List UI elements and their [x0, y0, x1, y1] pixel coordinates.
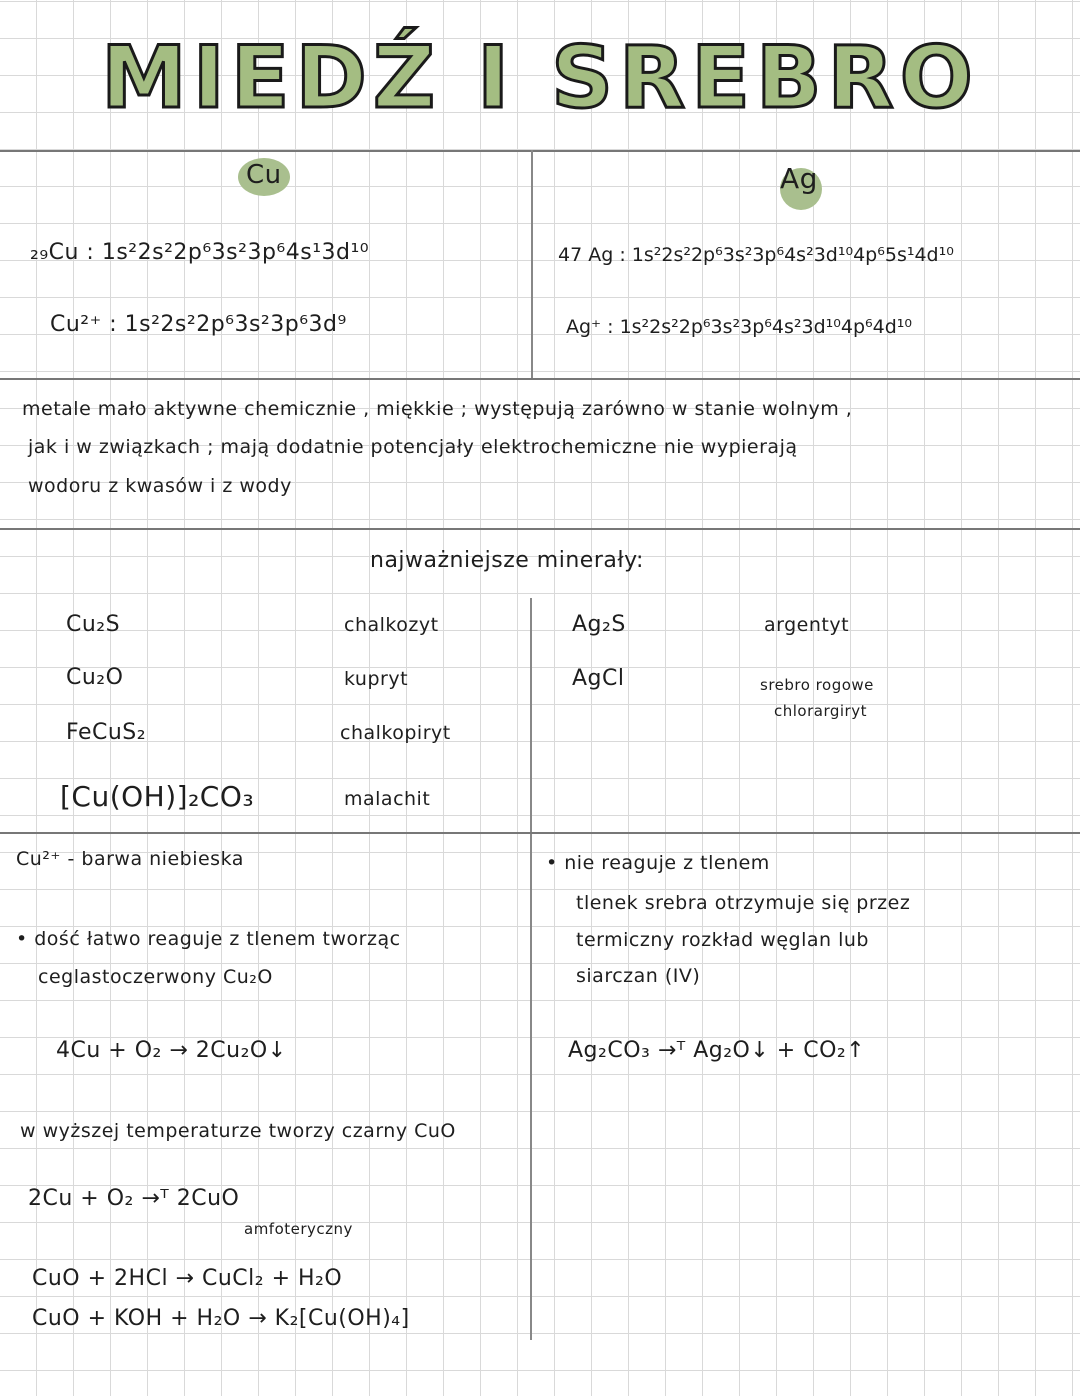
copper-symbol: Cu: [246, 160, 282, 190]
description-line: jak i w związkach ; mają dodatnie potencjały elektrochemiczne nie wypierają: [28, 436, 798, 458]
mineral-name: chalkopiryt: [340, 722, 451, 744]
silver-config: 47 Ag : 1s²2s²2p⁶3s²3p⁶4s²3d¹⁰4p⁶5s¹4d¹⁰: [558, 244, 954, 266]
mineral-formula: FeCuS₂: [66, 720, 147, 745]
copper-ion-color: Cu²⁺ - barwa niebieska: [16, 848, 244, 870]
equation: CuO + KOH + H₂O → K₂[Cu(OH)₄]: [32, 1306, 410, 1331]
mineral-name: kupryt: [344, 668, 409, 690]
mineral-formula: AgCl: [572, 666, 625, 691]
divider: [0, 528, 1080, 530]
equation: 4Cu + O₂ → 2Cu₂O↓: [56, 1038, 287, 1063]
page-title: MIEDŹ I SREBRO: [101, 28, 979, 128]
equation: Ag₂CO₃ →ᵀ Ag₂O↓ + CO₂↑: [568, 1038, 866, 1063]
column-divider: [531, 150, 533, 378]
minerals-heading: najważniejsze minerały:: [370, 548, 644, 573]
mineral-name: malachit: [344, 788, 431, 810]
mineral-formula: Ag₂S: [572, 612, 626, 637]
copper-note: ceglastoczerwony Cu₂O: [38, 966, 273, 988]
divider: [0, 832, 1080, 834]
mineral-formula: Cu₂O: [66, 665, 124, 690]
silver-note: • nie reaguje z tlenem: [546, 852, 770, 874]
divider: [0, 378, 1080, 380]
copper-note: • dość łatwo reaguje z tlenem tworząc: [16, 928, 401, 950]
mineral-name-alt: chlorargiryt: [774, 702, 867, 720]
copper-ion-config: Cu²⁺ : 1s²2s²2p⁶3s²3p⁶3d⁹: [50, 312, 347, 337]
mineral-formula: [Cu(OH)]₂CO₃: [60, 780, 255, 813]
silver-note: siarczan (IV): [576, 965, 701, 987]
copper-config: ₂₉Cu : 1s²2s²2p⁶3s²3p⁶4s¹3d¹⁰: [30, 240, 370, 265]
silver-ion-config: Ag⁺ : 1s²2s²2p⁶3s²3p⁶4s²3d¹⁰4p⁶4d¹⁰: [566, 316, 913, 338]
mineral-name: argentyt: [764, 614, 850, 636]
silver-note: termiczny rozkład węglan lub: [576, 929, 869, 951]
silver-note: tlenek srebra otrzymuje się przez: [576, 892, 911, 914]
description-line: metale mało aktywne chemicznie , miękkie ; występują zarówno w stanie wolnym ,: [22, 398, 853, 420]
description-line: wodoru z kwasów i z wody: [28, 475, 292, 497]
mineral-name: chalkozyt: [344, 614, 439, 636]
mineral-formula: Cu₂S: [66, 612, 121, 637]
equation: CuO + 2HCl → CuCl₂ + H₂O: [32, 1266, 343, 1291]
copper-note: w wyższej temperaturze tworzy czarny CuO: [20, 1120, 456, 1142]
mineral-name: srebro rogowe: [760, 676, 874, 694]
column-divider: [530, 598, 532, 1340]
silver-symbol: Ag: [780, 162, 818, 195]
equation-note: amfoteryczny: [244, 1220, 353, 1238]
equation: 2Cu + O₂ →ᵀ 2CuO: [28, 1186, 240, 1211]
divider: [0, 150, 1080, 152]
